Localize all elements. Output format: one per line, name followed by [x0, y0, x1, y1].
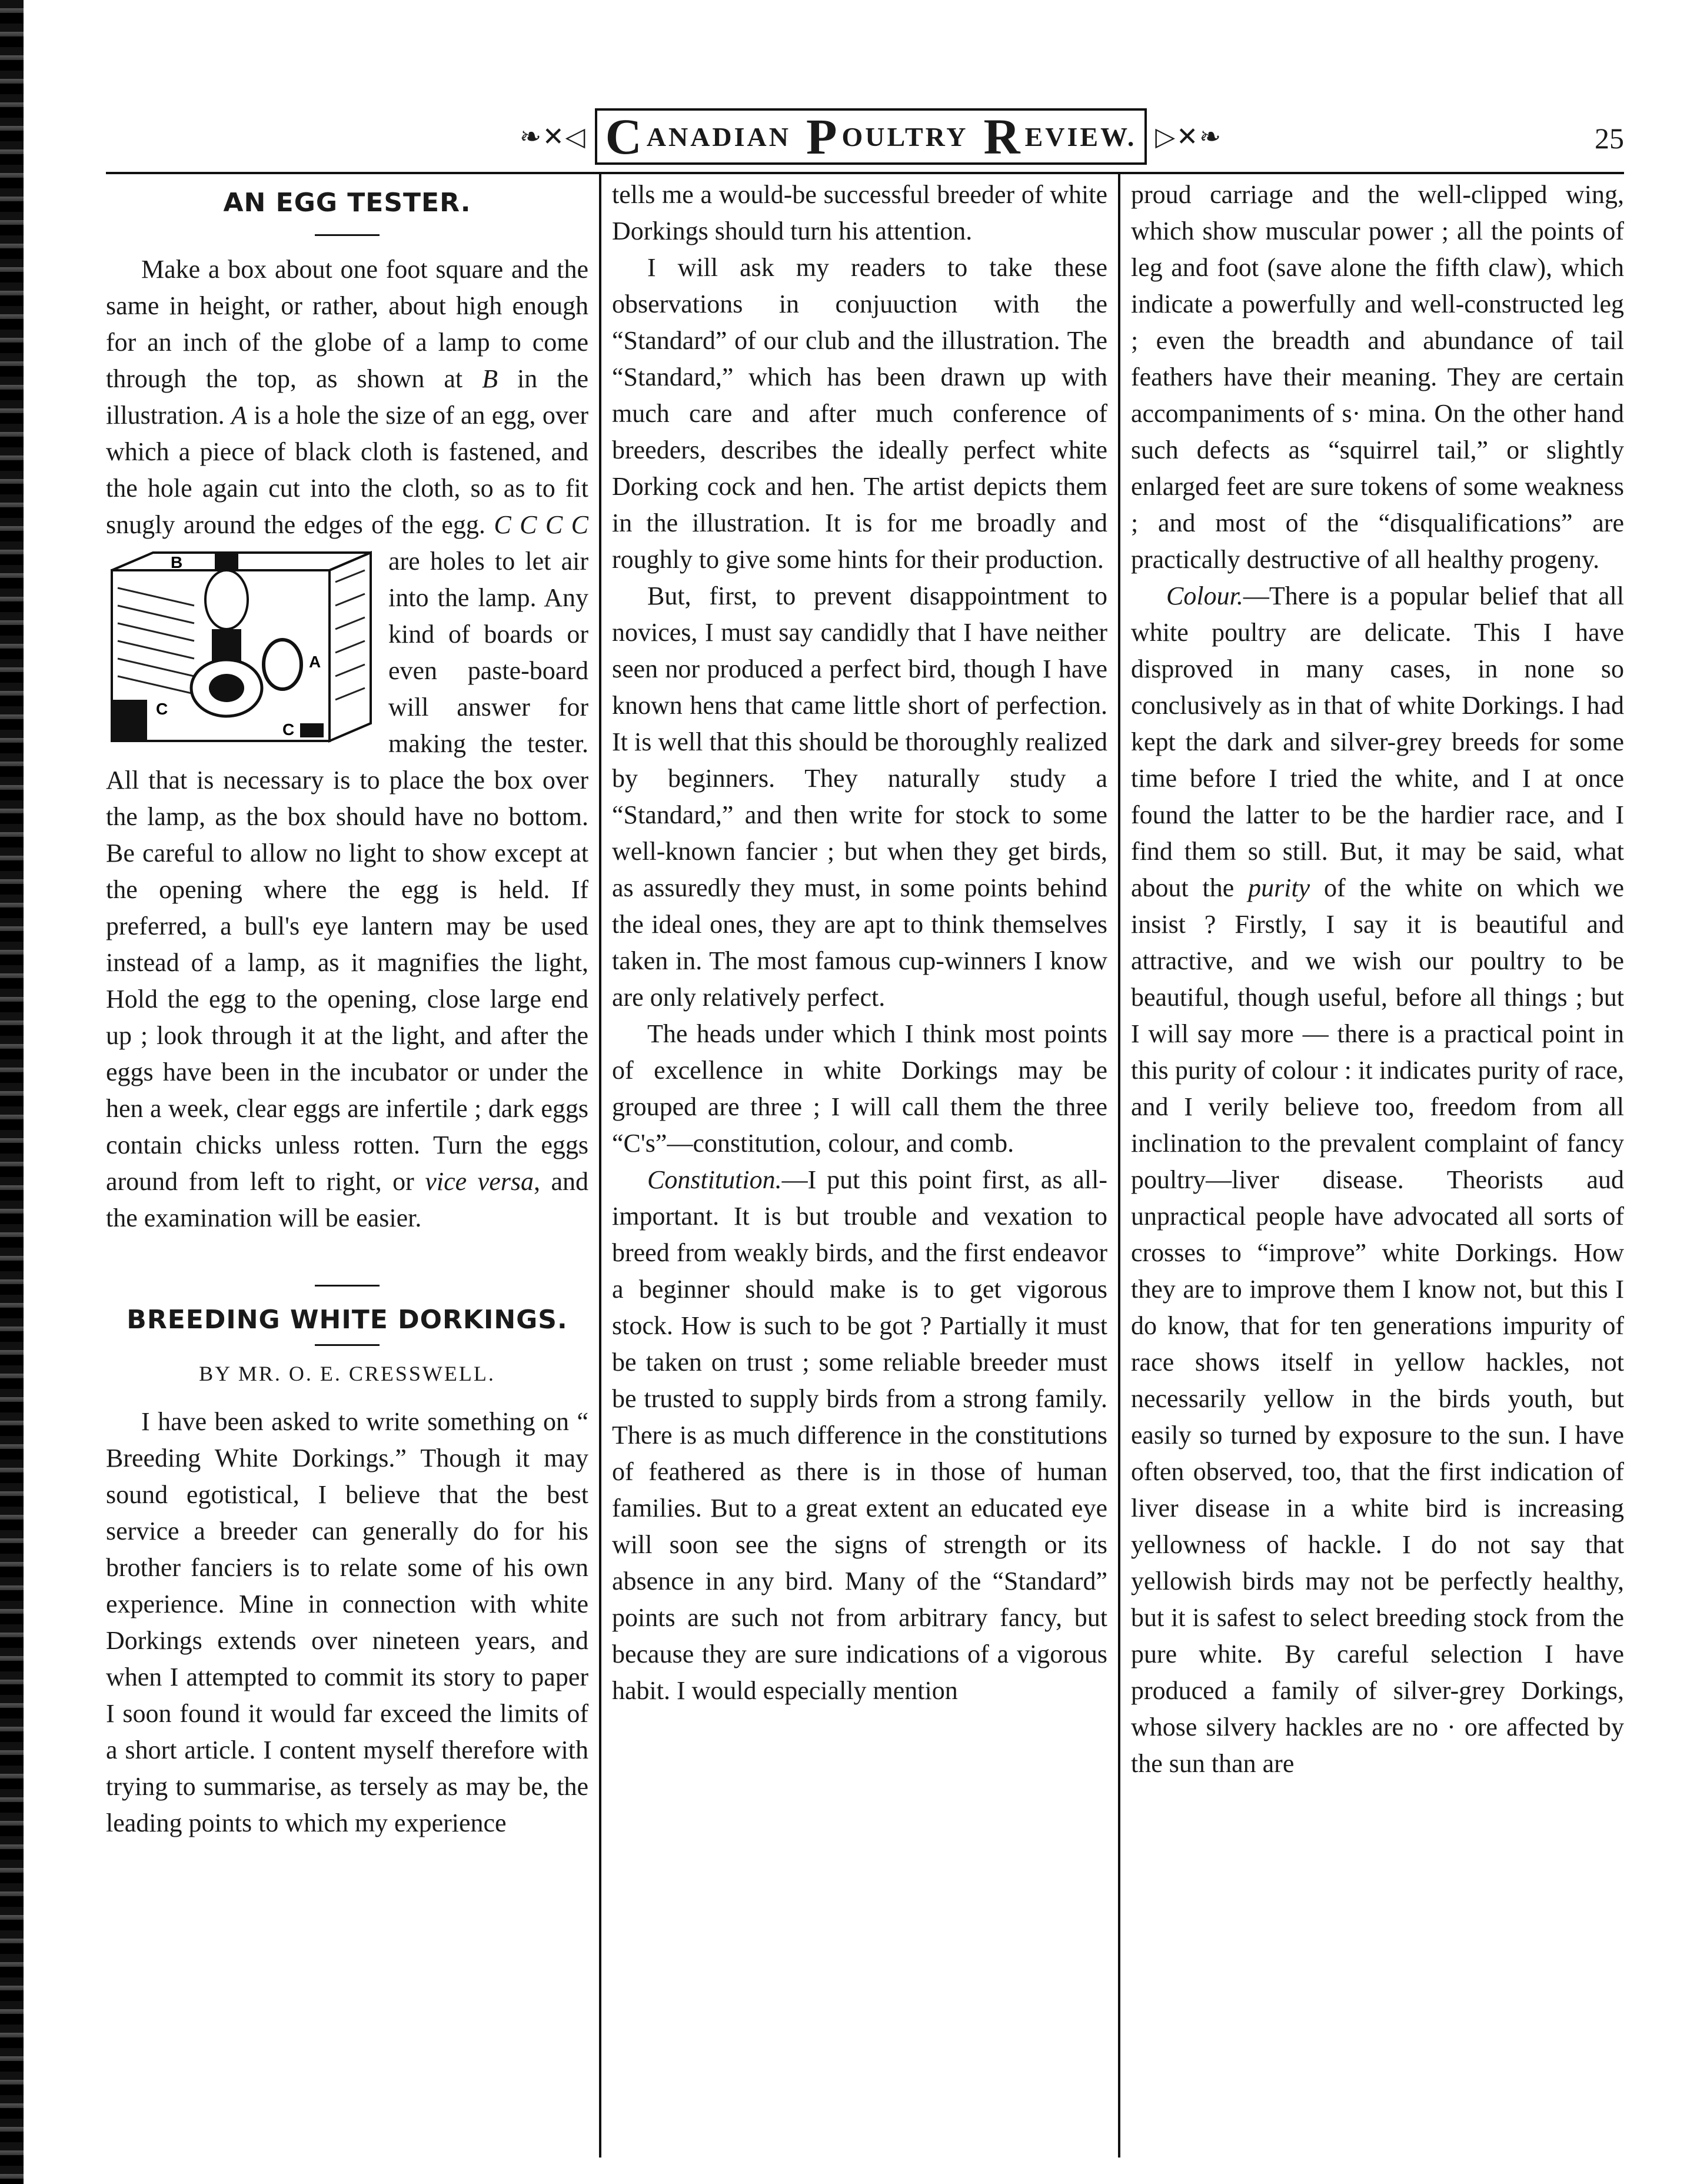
- egg-tester-article: [106, 251, 588, 1236]
- dorkings-paragraph-colour: [1131, 578, 1624, 1782]
- text-run: are holes to let air into the lamp. Any kind of boards or even paste-board will answer for making the tester. All that is necessary is to place the box over the lamp, as the box should have no bottom. Be careful to allow no light to show except at the opening where the egg is held. If preferred, a bull's eye lantern may be used instead of a lamp, as it magnifies the light, Hold the egg to the opening, close large end up ; look through it at the light, and after the eggs have been in the incubator or under the hen a week, clear eggs are infertile ; dark eggs contain chicks unless rotten. Turn the eggs around from left to right, or: [106, 547, 588, 1196]
- dorkings-paragraph-4: But, first, to prevent disappointment to novices, I must say candidly that I have neither seen nor produced a perfect bird, though I have known hens that came little short of perfection. It is well that this should be thoroughly realized by beginners. They naturally study a “Standard,” and then write for stock to some well-known fancier ; but when they get birds, as assuredly they must, in some points behind the ideal ones, they are apt to think themselves taken in. The most famous cup-winners I know are only relatively perfect.: [612, 581, 1107, 1012]
- dorkings-paragraph-6: proud carriage and the well-clipped wing, which show muscular power ; all the points of leg and foot (save alone the fifth claw), which indicate a powerfully and well-constructed leg ; even the breadth and abundance of tail feathers have their meaning. They are certain accompaniments of s· mina. On the other hand such defects as “squirrel tail,” or slightly enlarged feet are sure tokens of some weakness ; and most of the “disqualifications” are practically destructive of all healthy progeny.: [1131, 180, 1624, 574]
- byline: BY MR. O. E. CRESSWELL.: [199, 1362, 495, 1385]
- text-run: of the white on which we insist ? Firstly, I say it is beautiful and attractive, and we wish our poultry to be beautiful, though useful, before all things ; but I will say more — there is a practical point in this purity of colour : it indicates purity of race, and I verily believe too, freedom from all inclination to the prevalent complaint of fancy poultry—liver disease. Theorists aud unpractical people have advocated all sorts of crosses to “improve” white Dorkings. How they are to improve them I know not, but this I do know, that for ten generations impurity of race shows itself in yellow hackles, not necessarily yellow in the birds youth, but easily so turned by exposure to the sun. I have often observed, too, that the first indication of liver disease in a white bird is increasing yellowness of hackle. I do not say that yellowish birds may not be perfectly healthy, but it is safest to select breeding stock from the pure white. By careful selection I have produced a family of silver-grey Dorkings, whose silvery hackles are no · ore affected by the sun than are: [1131, 873, 1624, 1778]
- page-number: 25: [1595, 122, 1624, 155]
- dorkings-paragraph-2: tells me a would-be successful breeder of white Dorkings should turn his attention.: [612, 180, 1107, 245]
- dorkings-paragraph-constitution: [612, 1162, 1107, 1709]
- masthead-word-eview: EVIEW.: [1024, 121, 1137, 152]
- column-rule-1: [599, 174, 601, 2158]
- dorkings-paragraph-5: The heads under which I think most points of excellence in white Dorkings may be grouped are three ; I will call them the three “C's”—constitution, colour, and comb.: [612, 1019, 1107, 1158]
- masthead-letter-r: R: [983, 108, 1023, 165]
- text-run: Make a box about one foot square and the same in height, or rather, about high enough for an inch of the globe of a lamp to come through the top, as shown at: [106, 255, 588, 393]
- egg-tester-title: AN EGG TESTER.: [223, 188, 471, 218]
- figure-label-a: A: [309, 653, 321, 671]
- text-run: , and the examination will be easier.: [106, 1167, 588, 1232]
- header-rule: [106, 172, 1624, 174]
- egg-tester-paragraph: [106, 251, 588, 1236]
- masthead-letter-p: P: [806, 108, 840, 165]
- binding-edge: [0, 0, 24, 2184]
- column-1: [106, 177, 588, 1841]
- column-2: [612, 177, 1107, 1709]
- masthead-word-anadian: ANADIAN: [646, 121, 791, 152]
- column-rule-2: [1118, 174, 1120, 2158]
- figure-label-c-bottom: C: [282, 720, 295, 739]
- column-3: [1131, 177, 1624, 1782]
- text-purity: purity: [1248, 873, 1310, 902]
- egg-tester-illustration: [106, 547, 377, 753]
- masthead: [520, 107, 1222, 166]
- masthead-ornament-left: ❧✕◁: [520, 121, 587, 152]
- text-label-b: B: [482, 364, 498, 393]
- text-run: —I put this point first, as all-important. It is but trouble and vexation to breed from weakly birds, and the first endeavor a beginner should make is to get vigorous stock. How is such to be got ? Partially it must be taken on trust ; some reliable breeder must be trusted to supply birds from a strong family. There is as much difference in the constitutions of feathered as there is in those of human families. But to a great extent an educated eye will soon see the signs of strength or its absence in any bird. Many of the “Standard” points are such not from arbitrary fancy, but because they are sure indications of a vigorous habit. I would especially mention: [612, 1165, 1107, 1705]
- subhead-colour: Colour.: [1166, 581, 1243, 610]
- figure-label-b: B: [171, 553, 183, 571]
- text-run: in the illustration.: [106, 364, 588, 430]
- text-run: is a hole the size of an egg, over which a piece of black cloth is fastened, and the hole again cut into the cloth, so as to fit snugly around the edges of the egg.: [106, 401, 588, 539]
- masthead-ornament-right: ▷✕❧: [1155, 121, 1222, 152]
- title-rule: [315, 1344, 380, 1346]
- text-run: —There is a popular belief that all white poultry are delicate. This I have disproved in many cases, in none so conclusively as in that of white Dorkings. I had kept the dark and silver-grey breeds for some time before I tried the white, and I at once found the latter to be the hardier race, and I find them so still. But, it may be said, what about the: [1131, 581, 1624, 902]
- section-rule: [315, 1285, 380, 1287]
- title-rule: [315, 234, 380, 236]
- text-label-a: A: [231, 401, 247, 430]
- masthead-title: [595, 108, 1147, 165]
- text-label-cccc: C C C C: [494, 510, 588, 539]
- subhead-constitution: Constitution.: [647, 1165, 782, 1194]
- dorkings-paragraph-1: I have been asked to write something on “ Breeding White Dorkings.” Though it may sound egotistical, I believe that the best service a breeder can generally do for his brother fanciers is to relate some of his own experience. Mine in connection with white Dorkings extends over nineteen years, and when I attempted to commit its story to paper I soon found it would far exceed the limits of a short article. I content myself therefore with trying to summarise, as tersely as may be, the leading points to which my experience: [106, 1407, 588, 1837]
- masthead-word-oultry: OULTRY: [841, 121, 969, 152]
- dorkings-title: BREEDING WHITE DORKINGS.: [127, 1305, 568, 1335]
- text-vice-versa: vice versa: [425, 1167, 534, 1196]
- masthead-letter-c: C: [605, 108, 644, 165]
- dorkings-paragraph-3: I will ask my readers to take these observations in conjuuction with the “Standard” of our club and the illustration. The “Standard,” which has been drawn up with much care and after much conference of breeders, describes the ideally perfect white Dorking cock and hen. The artist depicts them in the illustration. It is for me broadly and roughly to give some hints for their production.: [612, 253, 1107, 574]
- figure-label-c-left: C: [156, 700, 168, 718]
